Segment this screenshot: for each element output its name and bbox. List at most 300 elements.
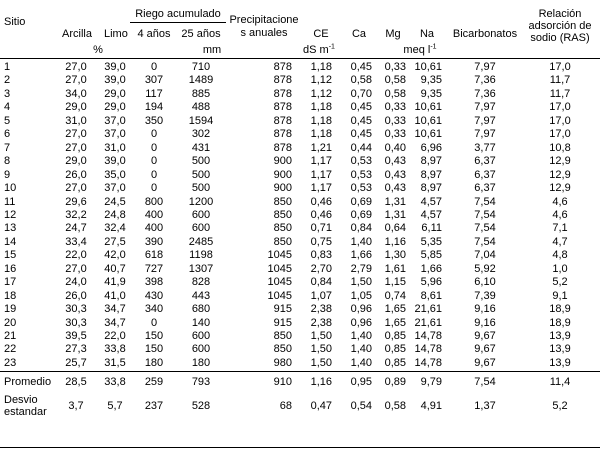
cell-ca: 1,40: [350, 343, 372, 355]
cell-ca: 1,40: [350, 236, 372, 248]
cell-ca: 0,70: [350, 88, 372, 100]
cell-limo: 5,7: [107, 400, 123, 412]
cell-riego-25: 528: [191, 400, 211, 412]
cell-na: 4,91: [420, 400, 442, 412]
cell-na: 14,78: [414, 357, 442, 369]
cell-mg: 0,58: [384, 74, 406, 86]
header-precipitaciones-2: s anuales: [240, 27, 288, 39]
cell-ras: 13,9: [549, 357, 571, 369]
cell-riego-25: 1200: [188, 196, 214, 208]
cell-sitio: 23: [4, 357, 17, 369]
cell-sitio: 9: [4, 169, 11, 181]
cell-na: 8,97: [420, 182, 442, 194]
cell-na: 14,78: [414, 330, 442, 342]
cell-ca: 0,69: [350, 209, 372, 221]
cell-na: 5,35: [420, 236, 442, 248]
cell-ce: 1,07: [310, 290, 332, 302]
cell-precip: 850: [273, 343, 292, 355]
cell-precip: 900: [273, 155, 292, 167]
cell-limo: 39,0: [104, 155, 126, 167]
header-arcilla: Arcilla: [62, 28, 92, 40]
cell-arcilla: 27,0: [65, 142, 87, 154]
cell-ce: 1,16: [310, 376, 332, 388]
promedio-label: Promedio: [4, 376, 52, 388]
riego-underline: [130, 22, 226, 23]
header-bicarbonatos: Bicarbonatos: [452, 28, 518, 40]
cell-limo: 42,0: [104, 249, 126, 261]
cell-ras: 18,9: [549, 303, 571, 315]
cell-riego-4: 430: [144, 290, 164, 302]
cell-ras: 5,2: [552, 400, 568, 412]
header-meq-unit: meq $l^{-1}$: [403, 43, 437, 56]
cell-arcilla: 22,0: [65, 249, 87, 261]
cell-sitio: 6: [4, 128, 11, 140]
cell-ce: 1,18: [310, 128, 332, 140]
cell-limo: 35,0: [104, 169, 126, 181]
header-25-anos: 25 años: [181, 28, 221, 40]
cell-na: 6,11: [421, 222, 442, 234]
cell-arcilla: 39,5: [65, 330, 87, 342]
cell-ce: 1,17: [310, 169, 332, 181]
cell-precip: 915: [273, 303, 292, 315]
cell-bicarbonatos: 9,67: [474, 343, 496, 355]
cell-na: 4,57: [420, 209, 442, 221]
cell-mg: 0,43: [384, 182, 406, 194]
cell-ras: 13,9: [549, 343, 571, 355]
cell-sitio: 19: [4, 303, 17, 315]
cell-sitio: 10: [4, 182, 17, 194]
cell-ras: 13,9: [549, 330, 571, 342]
cell-precip: 878: [273, 88, 292, 100]
cell-riego-25: 600: [191, 209, 211, 221]
header-ras-1: Relación: [538, 8, 582, 20]
cell-riego-25: 1198: [189, 249, 213, 261]
cell-ras: 12,9: [549, 182, 571, 194]
cell-riego-4: 0: [150, 61, 158, 73]
cell-ras: 17,0: [549, 61, 571, 73]
cell-bicarbonatos: 7,36: [474, 88, 496, 100]
cell-sitio: 15: [4, 249, 17, 261]
cell-riego-25: 500: [191, 182, 211, 194]
cell-precip: 980: [273, 357, 292, 369]
cell-precip: 910: [273, 376, 292, 388]
cell-ras: 10,8: [549, 142, 571, 154]
cell-bicarbonatos: 7,54: [474, 209, 496, 221]
cell-mg: 0,74: [384, 290, 406, 302]
cell-mg: 0,40: [384, 142, 406, 154]
cell-mg: 0,85: [384, 343, 406, 355]
cell-bicarbonatos: 9,16: [474, 317, 496, 329]
cell-ce: 1,18: [310, 61, 332, 73]
header-riego-acumulado: Riego acumulado: [135, 8, 221, 20]
cell-precip: 850: [273, 196, 292, 208]
cell-ca: 0,58: [350, 74, 372, 86]
cell-riego-25: 1307: [188, 263, 214, 275]
cell-riego-4: 398: [144, 276, 164, 288]
cell-precip: 900: [273, 169, 292, 181]
cell-arcilla: 26,0: [65, 290, 87, 302]
cell-ras: 9,1: [552, 290, 568, 302]
cell-mg: 0,58: [384, 88, 406, 100]
cell-ce: 2,38: [310, 303, 332, 315]
header-percent: %: [93, 44, 103, 56]
cell-bicarbonatos: 7,97: [474, 115, 496, 127]
cell-bicarbonatos: 7,54: [474, 222, 496, 234]
cell-na: 10,61: [414, 61, 442, 73]
cell-mg: 1,61: [384, 263, 406, 275]
cell-ras: 11,7: [549, 74, 571, 86]
cell-limo: 31,0: [104, 142, 126, 154]
cell-ras: 17,0: [549, 115, 571, 127]
cell-ca: 0,96: [350, 317, 372, 329]
cell-arcilla: 32,2: [65, 209, 87, 221]
cell-precip: 850: [273, 330, 292, 342]
cell-precip: 878: [273, 115, 292, 127]
cell-limo: 33,8: [104, 376, 126, 388]
cell-ce: 1,18: [310, 115, 332, 127]
cell-ce: 1,50: [310, 357, 332, 369]
cell-bicarbonatos: 7,36: [474, 74, 496, 86]
cell-ce: 1,50: [310, 343, 332, 355]
header-sitio: Sitio: [4, 16, 26, 28]
cell-ce: 0,71: [310, 222, 332, 234]
cell-riego-4: 390: [144, 236, 164, 248]
cell-arcilla: 3,7: [68, 400, 84, 412]
cell-limo: 37,0: [104, 115, 126, 127]
desvio-label-1: Desvio: [4, 394, 38, 406]
cell-arcilla: 27,0: [65, 74, 87, 86]
cell-ca: 0,96: [350, 303, 372, 315]
cell-sitio: 1: [4, 61, 11, 73]
cell-limo: 39,0: [104, 61, 126, 73]
cell-precip: 850: [273, 209, 292, 221]
cell-limo: 27,5: [104, 236, 126, 248]
cell-mg: 1,15: [384, 276, 406, 288]
cell-ca: 1,05: [350, 290, 372, 302]
cell-ras: 7,1: [552, 222, 568, 234]
cell-arcilla: 27,0: [65, 128, 87, 140]
cell-mg: 0,89: [384, 376, 406, 388]
cell-sitio: 5: [4, 115, 11, 127]
cell-riego-4: 0: [150, 182, 158, 194]
cell-mg: 1,31: [384, 196, 406, 208]
cell-riego-4: 618: [144, 249, 164, 261]
cell-precip: 878: [273, 61, 292, 73]
cell-limo: 37,0: [104, 128, 126, 140]
cell-sitio: 8: [4, 155, 11, 167]
cell-sitio: 7: [4, 142, 11, 154]
cell-limo: 37,0: [104, 182, 126, 194]
summary-rule: [0, 371, 600, 372]
cell-mg: 1,65: [384, 303, 406, 315]
header-rule: [0, 58, 600, 59]
cell-riego-25: 793: [191, 376, 211, 388]
cell-limo: 24,8: [104, 209, 126, 221]
cell-riego-4: 259: [144, 376, 164, 388]
cell-ca: 0,84: [350, 222, 372, 234]
cell-riego-4: 0: [150, 142, 158, 154]
cell-na: 1,66: [420, 263, 442, 275]
cell-mg: 1,30: [384, 249, 406, 261]
cell-riego-4: 340: [144, 303, 164, 315]
cell-precip: 1045: [267, 249, 292, 261]
cell-limo: 39,0: [104, 74, 126, 86]
cell-sitio: 2: [4, 74, 11, 86]
cell-ras: 12,9: [549, 169, 571, 181]
cell-bicarbonatos: 7,54: [474, 376, 496, 388]
cell-limo: 34,7: [104, 317, 126, 329]
cell-ca: 0,45: [350, 128, 372, 140]
header-na: Na: [419, 28, 435, 40]
cell-na: 6,96: [420, 142, 442, 154]
header-ras-2: adsorción de: [528, 20, 592, 32]
cell-riego-4: 194: [144, 101, 164, 113]
cell-na: 9,35: [420, 74, 442, 86]
header-ce: CE: [313, 28, 329, 40]
cell-ce: 1,21: [310, 142, 332, 154]
cell-ras: 4,6: [552, 209, 568, 221]
cell-sitio: 11: [4, 196, 16, 208]
cell-riego-25: 2485: [188, 236, 214, 248]
cell-riego-4: 180: [144, 357, 164, 369]
cell-riego-4: 400: [144, 209, 164, 221]
cell-riego-4: 0: [150, 317, 158, 329]
cell-ce: 1,12: [310, 88, 332, 100]
header-mm: mm: [202, 44, 222, 56]
cell-limo: 31,5: [104, 357, 126, 369]
cell-riego-25: 1594: [188, 115, 214, 127]
cell-ce: 1,17: [310, 182, 332, 194]
cell-na: 21,61: [414, 303, 442, 315]
header-ras-3: sodio (RAS): [530, 32, 590, 44]
cell-na: 10,61: [414, 128, 442, 140]
cell-bicarbonatos: 7,97: [474, 101, 496, 113]
cell-mg: 0,85: [384, 357, 406, 369]
cell-ce: 0,75: [310, 236, 332, 248]
cell-na: 10,61: [414, 101, 442, 113]
cell-ras: 11,7: [549, 88, 571, 100]
cell-riego-4: 237: [144, 400, 164, 412]
cell-riego-4: 0: [150, 169, 158, 181]
cell-ca: 0,53: [350, 155, 372, 167]
cell-sitio: 20: [4, 317, 17, 329]
cell-sitio: 16: [4, 263, 17, 275]
cell-bicarbonatos: 6,37: [474, 182, 496, 194]
cell-riego-25: 710: [191, 61, 211, 73]
cell-arcilla: 29,6: [65, 196, 87, 208]
cell-ras: 1,0: [552, 263, 568, 275]
cell-sitio: 14: [4, 236, 17, 248]
cell-ce: 1,18: [310, 101, 332, 113]
cell-bicarbonatos: 6,10: [474, 276, 496, 288]
cell-ras: 4,8: [552, 249, 568, 261]
cell-limo: 29,0: [104, 88, 126, 100]
cell-ras: 12,9: [549, 155, 571, 167]
cell-na: 8,97: [420, 155, 442, 167]
cell-precip: 68: [279, 400, 292, 412]
cell-limo: 24,5: [104, 196, 126, 208]
cell-mg: 0,43: [384, 155, 406, 167]
cell-limo: 22,0: [104, 330, 126, 342]
cell-limo: 41,9: [104, 276, 126, 288]
cell-riego-4: 150: [144, 343, 164, 355]
cell-ras: 4,6: [552, 196, 568, 208]
cell-ca: 0,95: [350, 376, 372, 388]
cell-arcilla: 24,7: [65, 222, 87, 234]
header-ce-unit: dS $m^{-1}$: [303, 43, 335, 56]
cell-na: 9,35: [420, 88, 442, 100]
cell-ras: 4,7: [552, 236, 568, 248]
cell-ras: 5,2: [552, 276, 568, 288]
header-limo: Limo: [104, 28, 128, 40]
cell-arcilla: 27,0: [65, 182, 87, 194]
cell-mg: 0,33: [384, 61, 406, 73]
cell-limo: 41,0: [104, 290, 126, 302]
cell-na: 5,85: [420, 249, 442, 261]
header-ca: Ca: [351, 28, 367, 40]
cell-ca: 1,40: [350, 357, 372, 369]
cell-limo: 32,4: [104, 222, 126, 234]
cell-limo: 29,0: [104, 101, 126, 113]
cell-sitio: 3: [4, 88, 11, 100]
cell-riego-4: 307: [144, 74, 164, 86]
cell-bicarbonatos: 5,92: [474, 263, 496, 275]
cell-na: 21,61: [414, 317, 442, 329]
cell-na: 8,61: [420, 290, 442, 302]
cell-riego-25: 680: [191, 303, 211, 315]
cell-bicarbonatos: 3,77: [474, 142, 496, 154]
cell-bicarbonatos: 1,37: [474, 400, 496, 412]
cell-ca: 0,45: [350, 101, 372, 113]
cell-arcilla: 27,0: [65, 61, 87, 73]
cell-ca: 0,53: [350, 169, 372, 181]
cell-precip: 900: [273, 182, 292, 194]
cell-bicarbonatos: 7,97: [474, 128, 496, 140]
cell-arcilla: 34,0: [65, 88, 87, 100]
cell-arcilla: 30,3: [65, 317, 87, 329]
cell-ce: 2,70: [310, 263, 332, 275]
cell-riego-25: 488: [191, 101, 211, 113]
cell-sitio: 4: [4, 101, 11, 113]
cell-riego-4: 800: [144, 196, 164, 208]
cell-mg: 0,33: [384, 101, 406, 113]
cell-precip: 878: [273, 142, 292, 154]
cell-na: 9,79: [420, 376, 442, 388]
cell-riego-25: 443: [191, 290, 211, 302]
cell-mg: 0,58: [384, 400, 406, 412]
cell-ce: 0,46: [310, 209, 332, 221]
cell-arcilla: 27,3: [65, 343, 87, 355]
header-4-anos: 4 años: [137, 28, 171, 40]
cell-arcilla: 31,0: [65, 115, 87, 127]
bottom-rule: [0, 447, 600, 448]
cell-mg: 1,31: [384, 209, 406, 221]
cell-ce: 0,83: [310, 249, 332, 261]
cell-ca: 1,66: [350, 249, 372, 261]
cell-riego-4: 0: [150, 155, 158, 167]
cell-riego-25: 431: [191, 142, 211, 154]
cell-ce: 1,50: [310, 330, 332, 342]
cell-ca: 0,53: [350, 182, 372, 194]
cell-mg: 0,85: [384, 330, 406, 342]
cell-riego-4: 0: [150, 128, 158, 140]
cell-riego-25: 180: [191, 357, 211, 369]
cell-riego-25: 500: [191, 169, 211, 181]
cell-arcilla: 29,0: [65, 155, 87, 167]
cell-sitio: 13: [4, 222, 17, 234]
cell-riego-4: 117: [145, 88, 163, 100]
desvio-label-2: estandar: [4, 406, 47, 418]
cell-ca: 0,45: [350, 61, 372, 73]
cell-ras: 11,4: [549, 376, 571, 388]
cell-mg: 1,16: [384, 236, 406, 248]
cell-precip: 878: [273, 74, 292, 86]
cell-sitio: 17: [4, 276, 17, 288]
cell-ce: 0,47: [310, 400, 332, 412]
cell-ras: 18,9: [549, 317, 571, 329]
cell-bicarbonatos: 9,67: [474, 357, 496, 369]
cell-riego-4: 400: [144, 222, 164, 234]
cell-riego-25: 600: [191, 343, 211, 355]
cell-arcilla: 28,5: [65, 376, 87, 388]
cell-bicarbonatos: 6,37: [474, 155, 496, 167]
cell-riego-25: 1489: [188, 74, 214, 86]
cell-bicarbonatos: 7,39: [474, 290, 496, 302]
cell-ca: 2,79: [350, 263, 372, 275]
cell-mg: 0,43: [384, 169, 406, 181]
cell-na: 10,61: [414, 115, 442, 127]
cell-arcilla: 26,0: [65, 169, 87, 181]
cell-precip: 1045: [267, 263, 292, 275]
cell-arcilla: 25,7: [65, 357, 87, 369]
cell-ca: 0,69: [350, 196, 372, 208]
cell-precip: 850: [273, 236, 292, 248]
cell-sitio: 18: [4, 290, 17, 302]
cell-precip: 915: [273, 317, 292, 329]
cell-bicarbonatos: 7,97: [474, 61, 496, 73]
header-mg: Mg: [385, 28, 401, 40]
cell-ce: 0,46: [310, 196, 332, 208]
cell-riego-4: 350: [144, 115, 164, 127]
cell-precip: 1045: [267, 276, 292, 288]
cell-precip: 878: [273, 101, 292, 113]
cell-arcilla: 27,0: [65, 263, 87, 275]
cell-riego-25: 885: [191, 88, 211, 100]
cell-ce: 1,17: [310, 155, 332, 167]
cell-na: 5,96: [420, 276, 442, 288]
cell-na: 4,57: [420, 196, 442, 208]
cell-bicarbonatos: 9,16: [474, 303, 496, 315]
cell-arcilla: 29,0: [65, 101, 87, 113]
cell-ce: 0,84: [310, 276, 332, 288]
cell-ca: 0,45: [350, 115, 372, 127]
cell-bicarbonatos: 7,54: [474, 236, 496, 248]
cell-precip: 878: [273, 128, 292, 140]
cell-riego-25: 500: [191, 155, 211, 167]
cell-ca: 0,44: [350, 142, 372, 154]
cell-riego-25: 828: [191, 276, 211, 288]
cell-ca: 1,50: [350, 276, 372, 288]
cell-limo: 33,8: [104, 343, 126, 355]
cell-riego-25: 140: [191, 317, 211, 329]
cell-riego-25: 600: [191, 330, 211, 342]
cell-na: 8,97: [420, 169, 442, 181]
cell-ras: 17,0: [549, 101, 571, 113]
cell-mg: 0,64: [384, 222, 406, 234]
cell-riego-25: 600: [191, 222, 211, 234]
cell-ras: 17,0: [549, 128, 571, 140]
cell-bicarbonatos: 9,67: [474, 330, 496, 342]
